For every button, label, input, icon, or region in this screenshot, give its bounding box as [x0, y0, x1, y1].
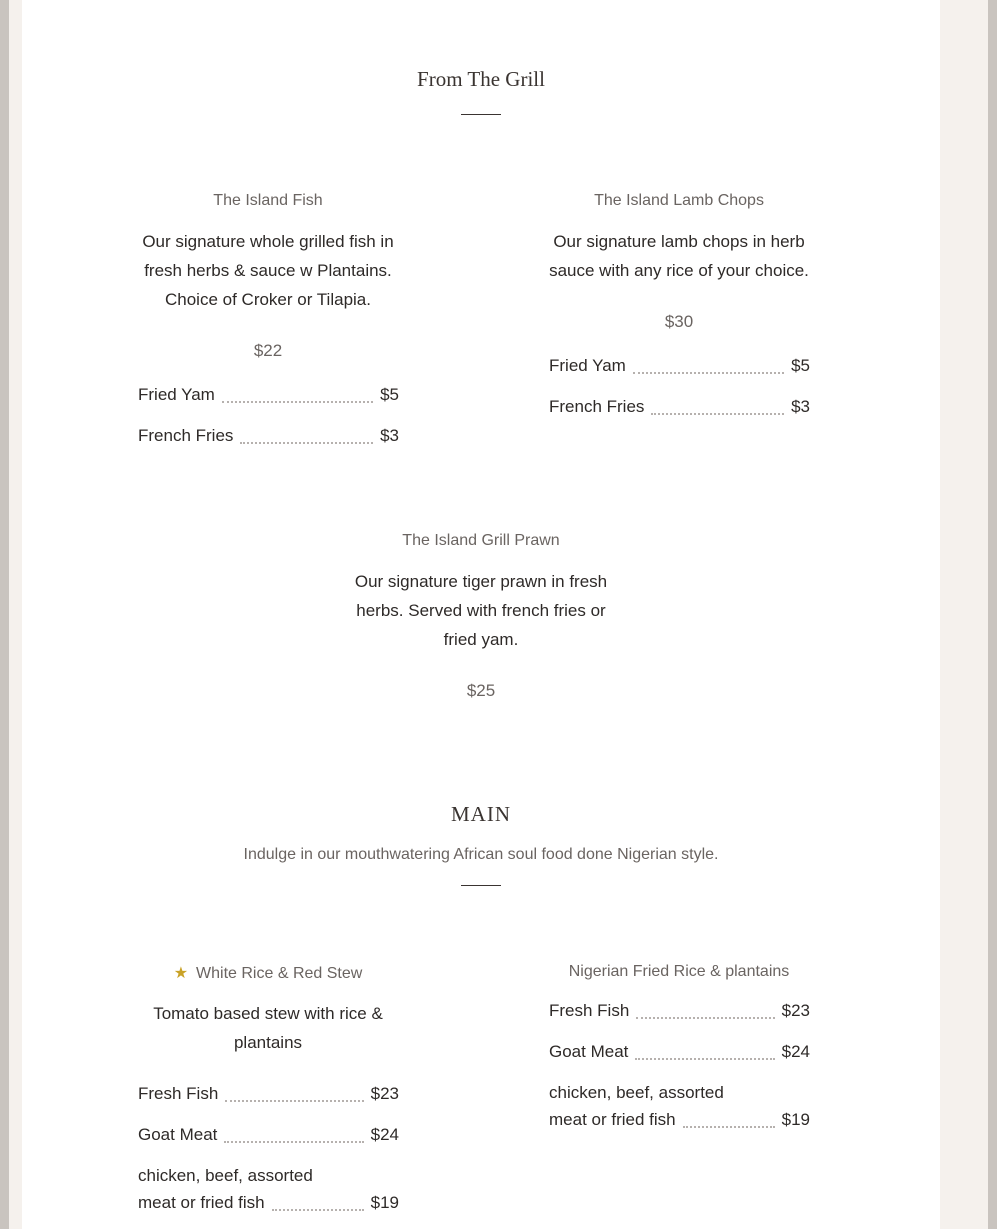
dot-leader: [222, 400, 373, 403]
dot-leader: [633, 371, 784, 374]
item-price-lamb-chops: $30: [664, 312, 694, 331]
item-name-lamb-chops: The Island Lamb Chops: [594, 192, 764, 209]
option-row: [549, 1001, 810, 1021]
option-label: Fried Yam: [549, 356, 626, 375]
option-price: $19: [781, 1110, 810, 1129]
option-price: $24: [370, 1125, 399, 1144]
item-price-island-fish: $22: [253, 341, 283, 360]
option-label: French Fries: [549, 397, 645, 416]
option-label-line2: meat or fried fish: [138, 1193, 265, 1212]
option-label: French Fries: [138, 426, 234, 445]
dot-leader: [224, 1140, 363, 1143]
option-price: $5: [380, 385, 399, 404]
option-price: $3: [380, 426, 399, 445]
item-desc-lamb-chops: Our signature lamb chops in herb sauce with any rice of your choice.: [549, 232, 809, 280]
option-row: [138, 385, 399, 405]
dot-leader: [651, 412, 784, 415]
section-title-main: MAIN: [451, 802, 511, 826]
item-name-white-rice: [122, 963, 414, 983]
dot-leader: [636, 1016, 774, 1019]
star-icon: ★: [173, 965, 189, 982]
right-frame: [988, 0, 997, 1229]
option-row: [549, 397, 810, 417]
option-row: [138, 426, 399, 446]
section-divider: [461, 885, 501, 886]
dot-leader: [225, 1099, 363, 1102]
menu-panel: [22, 0, 940, 1229]
option-row: [138, 1125, 399, 1145]
left-margin: [9, 0, 22, 1229]
option-price: $24: [781, 1042, 810, 1061]
dot-leader: [683, 1125, 775, 1128]
dot-leader: [272, 1208, 364, 1211]
option-label: Fried Yam: [138, 385, 215, 404]
option-row-multiline: [138, 1166, 399, 1213]
item-desc-grill-prawn: Our signature tiger prawn in fresh herbs. Served with french fries or fried yam.: [354, 572, 608, 649]
option-price: $23: [370, 1084, 399, 1103]
option-label: Fresh Fish: [549, 1001, 630, 1020]
option-label: Goat Meat: [138, 1125, 218, 1144]
option-row: [138, 1084, 399, 1104]
item-desc-white-rice: Tomato based stew with rice & plantains: [153, 1004, 383, 1052]
option-price: $19: [370, 1193, 399, 1212]
left-frame: [0, 0, 9, 1229]
section-divider: [461, 114, 501, 115]
item-name-fried-rice: Nigerian Fried Rice & plantains: [568, 963, 790, 980]
dot-leader: [635, 1057, 774, 1060]
item-price-grill-prawn: $25: [466, 681, 496, 700]
option-price: $3: [791, 397, 810, 416]
item-name-grill-prawn: The Island Grill Prawn: [402, 532, 560, 549]
option-row-multiline: [549, 1083, 810, 1130]
dot-leader: [240, 441, 373, 444]
option-row: [549, 356, 810, 376]
item-name-island-fish: The Island Fish: [213, 192, 323, 209]
option-price: $23: [781, 1001, 810, 1020]
option-label-line1: chicken, beef, assorted: [549, 1083, 724, 1102]
option-label-line2: meat or fried fish: [549, 1110, 676, 1129]
item-name-label: White Rice & Red Stew: [196, 965, 363, 982]
option-label-line1: chicken, beef, assorted: [138, 1166, 313, 1185]
item-desc-island-fish: Our signature whole grilled fish in fresh herbs & sauce w Plantains. Choice of Croker or Tilapia.: [142, 232, 394, 309]
right-margin: [940, 0, 988, 1229]
section-title-grill: From The Grill: [417, 67, 545, 91]
option-label: Goat Meat: [549, 1042, 629, 1061]
option-label: Fresh Fish: [138, 1084, 219, 1103]
option-row: [549, 1042, 810, 1062]
option-label-row2: [138, 1193, 399, 1213]
option-label-row2: [549, 1110, 810, 1130]
option-price: $5: [791, 356, 810, 375]
section-subtitle: Indulge in our mouthwatering African soul food done Nigerian style.: [243, 846, 719, 863]
